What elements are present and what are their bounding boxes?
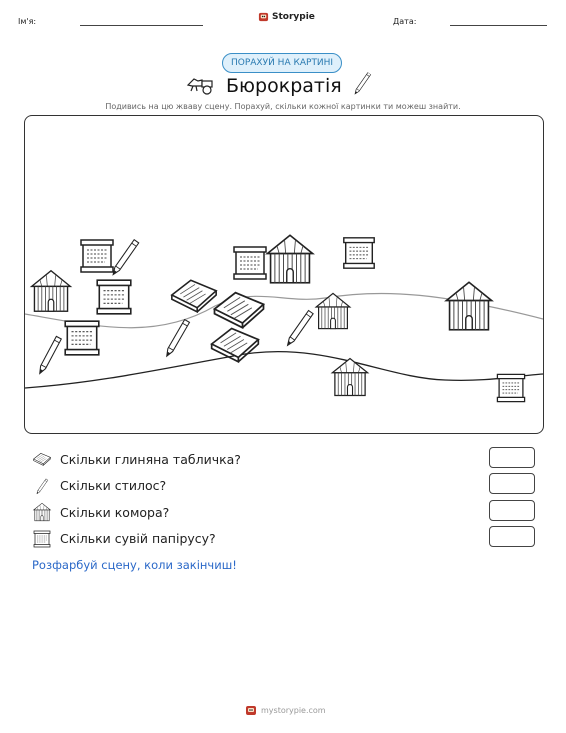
papyrus-scroll-icon (97, 280, 131, 314)
name-line[interactable] (80, 25, 203, 26)
question-clay-tablet (32, 446, 241, 473)
date-label: Дата: (393, 17, 417, 26)
answer-box-clay-tablet[interactable] (489, 447, 535, 468)
question-list (32, 446, 241, 552)
answer-box-papyrus-scroll[interactable] (489, 526, 535, 547)
question-text: Скільки комора? (60, 504, 170, 520)
answer-box-stylus[interactable] (489, 473, 535, 494)
clay-tablet-icon (172, 280, 216, 312)
hill-line-front (25, 352, 543, 388)
granary-icon (446, 282, 491, 330)
papyrus-scroll-icon (81, 240, 113, 272)
granary-icon (32, 271, 71, 311)
page-title: Бюрократія (226, 75, 342, 97)
granary-icon (32, 502, 52, 522)
counting-scene (24, 115, 544, 434)
papyrus-scroll-icon (344, 238, 374, 268)
question-granary (32, 499, 241, 526)
brand-logo (258, 11, 315, 22)
clay-tablet-icon (215, 293, 264, 328)
papyrus-scroll-icon (32, 529, 52, 549)
footer (245, 704, 326, 716)
stylus-icon (164, 320, 189, 358)
answer-box-granary[interactable] (489, 500, 535, 521)
question-stylus (32, 473, 241, 500)
date-line[interactable] (450, 25, 547, 26)
name-label: Ім'я: (18, 17, 37, 26)
question-text: Скільки стилос? (60, 478, 167, 494)
stylus-icon (285, 311, 313, 347)
stylus-icon (32, 476, 52, 496)
granary-icon (267, 235, 312, 283)
stylus-icon (37, 336, 61, 374)
clay-tablet-icon (212, 328, 259, 361)
papyrus-scroll-icon (234, 247, 266, 279)
chariot-icon (186, 73, 216, 99)
stylus-icon (351, 71, 373, 101)
activity-badge: ПОРАХУЙ НА КАРТИНІ (222, 53, 342, 73)
instructions-text: Подивись на цю жваву сцену. Порахуй, скільки кожної картинки ти можеш знайти. (105, 102, 461, 111)
stylus-icon (111, 240, 139, 276)
storypie-logo-icon (258, 11, 269, 22)
papyrus-scroll-icon (497, 374, 524, 401)
question-text: Скільки сувій папірусу? (60, 531, 216, 547)
storypie-logo-icon (245, 704, 257, 716)
clay-tablet-icon (32, 451, 52, 467)
footer-url[interactable]: mystorypie.com (261, 705, 326, 715)
coloring-instruction: Розфарбуй сцену, коли закінчиш! (32, 558, 237, 572)
question-papyrus-scroll (32, 526, 241, 553)
brand-name: Storypie (272, 11, 315, 22)
papyrus-scroll-icon (65, 321, 99, 355)
question-text: Скільки глиняна табличка? (60, 451, 241, 467)
